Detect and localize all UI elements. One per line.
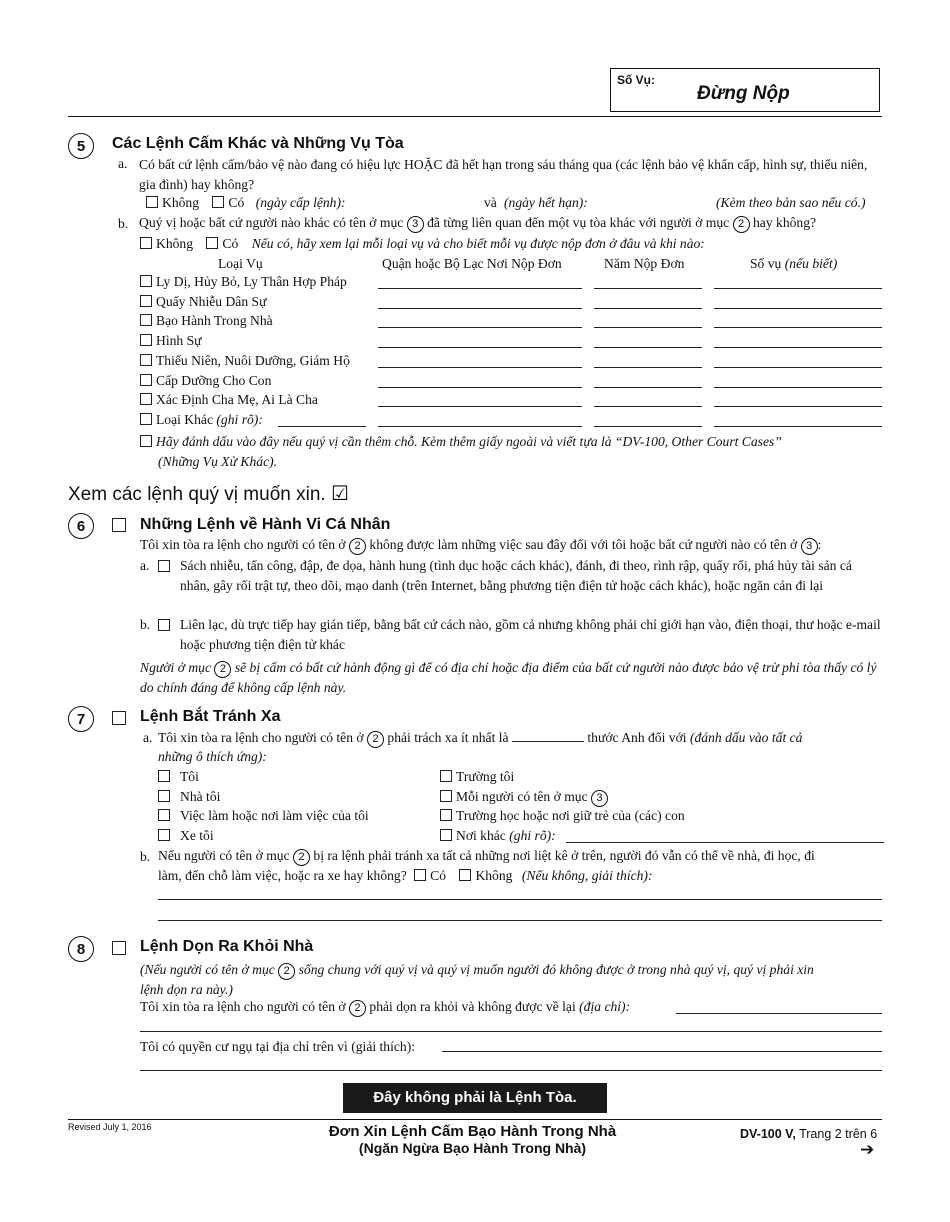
s7-b-answer: làm, đến chỗ làm việc, hoặc ra xe hay không? Có Không (Nếu không, giải thích):	[158, 868, 653, 883]
stay-away-yards-field[interactable]	[512, 729, 584, 742]
case-year-field[interactable]	[594, 387, 702, 388]
case-year-field[interactable]	[594, 347, 702, 348]
case-year-field[interactable]	[594, 308, 702, 309]
case-year-field[interactable]	[594, 367, 702, 368]
stay-away-label: Việc làm hoặc nơi làm việc của tôi	[180, 808, 369, 824]
case-type-label: Hình Sự	[156, 333, 202, 349]
s7-a-marker: a.	[143, 730, 153, 745]
case-number-field[interactable]	[714, 288, 882, 289]
s7-b-marker: b.	[140, 849, 151, 864]
section-5-title: Các Lệnh Cấm Khác và Những Vụ Tòa	[112, 135, 404, 152]
stay-away-option-work	[158, 808, 369, 824]
case-type-label: Cấp Dưỡng Cho Con	[156, 372, 272, 388]
ref-2: 2	[733, 216, 750, 233]
form-id-page: DV-100 V, Trang 2 trên 6	[740, 1127, 878, 1141]
s6-b-marker: b.	[140, 617, 151, 632]
stay-away-option-school: Trường tôi	[440, 769, 514, 785]
stay-away-other-field[interactable]	[566, 842, 884, 843]
section-6-number: 6	[68, 513, 94, 539]
s5-b-yes-checkbox[interactable]	[206, 237, 218, 249]
s5-b-note: Nếu có, hãy xem lại mỗi loại vụ và cho biết mỗi vụ được nộp đơn ở đâu và khi nào:	[251, 236, 705, 251]
s7-b-text: Nếu người có tên ở mục 2 bị ra lệnh phải tránh xa tất cả những nơi liệt kê ở trên, người đó vẫn có thể về nhà, đi học, đi	[158, 848, 815, 866]
s5-b-answer-row	[140, 236, 705, 252]
case-type-checkbox[interactable]	[140, 393, 152, 405]
stay-away-checkbox[interactable]	[158, 770, 170, 782]
s5-a-issued-label: (ngày cấp lệnh):	[255, 195, 346, 210]
s5-a-yes-checkbox[interactable]	[212, 196, 224, 208]
case-type-label: Ly Dị, Hủy Bỏ, Ly Thân Hợp Pháp	[156, 274, 347, 289]
next-page-arrow-icon[interactable]: ➔	[860, 1140, 875, 1160]
case-type-checkbox[interactable]	[140, 334, 152, 346]
section-6-checkbox[interactable]	[112, 518, 126, 532]
s6-b-text: Liên lạc, dù trực tiếp hay gián tiếp, bằng bất cứ cách nào, gồm cả nhưng không phải chỉ giới hạn vào, điện thoại, thư hoặc e-mail hoặc phương tiện điện tử khác	[180, 617, 881, 652]
header-rule	[68, 116, 882, 117]
move-out-address-field[interactable]	[676, 1013, 882, 1014]
s5-b-marker: b.	[118, 216, 129, 231]
case-type-label: Quấy Nhiễu Dân Sự	[156, 293, 267, 309]
s7-b-no-checkbox[interactable]	[459, 869, 471, 881]
case-year-field[interactable]	[594, 406, 702, 407]
stay-away-option-home	[158, 789, 220, 805]
stay-away-persons-checkbox[interactable]	[440, 790, 452, 802]
check-icon: ☑	[330, 481, 349, 505]
right-to-live-line-2[interactable]	[140, 1070, 882, 1071]
section-7-title: Lệnh Bắt Tránh Xa	[140, 708, 281, 725]
s5-b-question: Quý vị hoặc bất cứ người nào khác có tên ở mục 3 đã từng liên quan đến một vụ tòa khác với người ở mục 2 hay không?	[139, 215, 816, 233]
case-number-field[interactable]	[714, 327, 882, 328]
case-other-year-field[interactable]	[594, 426, 702, 427]
stay-away-option-persons: Mỗi người có tên ở mục 3	[440, 789, 608, 807]
s5-b-no-checkbox[interactable]	[140, 237, 152, 249]
case-county-field[interactable]	[378, 406, 582, 407]
s7-a-note-2: những ô thích ứng):	[158, 749, 267, 764]
stay-away-checkbox[interactable]	[158, 790, 170, 802]
section-6-title: Những Lệnh về Hành Vi Cá Nhân	[140, 516, 391, 533]
more-space-note: Hãy đánh dấu vào đây nếu quý vị cần thêm chỗ. Kèm thêm giấy ngoài và viết tựa là “DV-100, Other Court Cases” (Những Vụ Xử Khác).	[140, 432, 782, 472]
stay-away-school-checkbox[interactable]	[440, 770, 452, 782]
stay-away-label: Nhà tôi	[180, 788, 221, 804]
case-type-checkbox[interactable]	[140, 354, 152, 366]
s6-a-text: Sách nhiễu, tấn công, đập, đe dọa, hành hung (tình dục hoặc cách khác), đánh, đi theo, rình rập, quấy rối, phá hủy tài sản cá nhân, gây rối trật tự, theo dõi, mạo danh (trên Internet, bằng phương tiện điện tử hoặc cách khác), hoặc ngăn cản đi lại	[180, 558, 852, 593]
case-type-label: Thiếu Niên, Nuôi Dưỡng, Giám Hộ	[156, 352, 350, 368]
case-number-field[interactable]	[714, 308, 882, 309]
case-type-other-checkbox[interactable]	[140, 413, 152, 425]
case-type-label: Bạo Hành Trong Nhà	[156, 313, 273, 329]
s6-b-checkbox[interactable]	[158, 619, 170, 631]
stay-away-childcare-checkbox[interactable]	[440, 809, 452, 821]
s8-right-to-live: Tôi có quyền cư ngụ tại địa chỉ trên vì (giải thích):	[140, 1039, 416, 1054]
s6-intro: Tôi xin tòa ra lệnh cho người có tên ở 2 không được làm những việc sau đây đối với tôi hoặc bất cứ người nào có tên ở 3 :	[140, 537, 821, 555]
section-8-title: Lệnh Dọn Ra Khỏi Nhà	[140, 938, 314, 955]
ref-3: 3	[407, 216, 424, 233]
section-8-checkbox[interactable]	[112, 941, 126, 955]
s7-b-explain-line-2[interactable]	[158, 920, 882, 921]
section-7-checkbox[interactable]	[112, 711, 126, 725]
case-other-county-field[interactable]	[378, 426, 582, 427]
section-8-number: 8	[68, 936, 94, 962]
case-county-field[interactable]	[378, 327, 582, 328]
col-header-case: Số vụ (nếu biết)	[750, 256, 838, 271]
stay-away-checkbox[interactable]	[158, 809, 170, 821]
s5-a-no-checkbox[interactable]	[146, 196, 158, 208]
col-header-year: Năm Nộp Đơn	[604, 256, 685, 271]
case-number-box	[610, 68, 880, 112]
case-type-checkbox[interactable]	[140, 314, 152, 326]
s5-a-no-label: Không	[162, 195, 200, 210]
stay-away-checkbox[interactable]	[158, 829, 170, 841]
s6-a-checkbox[interactable]	[158, 560, 170, 572]
case-county-field[interactable]	[378, 367, 582, 368]
case-number-field[interactable]	[714, 367, 882, 368]
case-type-other-label: Loại Khác	[156, 412, 213, 427]
s5-a-and: và	[484, 195, 497, 210]
case-number-label: Số Vụ:	[617, 73, 655, 87]
revised-date: Revised July 1, 2016	[68, 1122, 152, 1132]
s7-b-explain-line-1[interactable]	[158, 899, 882, 900]
case-row-other	[140, 412, 263, 428]
stay-away-label: Xe tôi	[180, 828, 214, 844]
case-other-number-field[interactable]	[714, 426, 882, 427]
col-header-county: Quận hoặc Bộ Lạc Nơi Nộp Đơn	[382, 256, 562, 271]
s5-a-answer-row	[146, 195, 346, 211]
stay-away-other-checkbox[interactable]	[440, 829, 452, 841]
case-county-field[interactable]	[378, 288, 582, 289]
case-row	[140, 274, 347, 290]
s5-a-marker: a.	[118, 156, 128, 171]
footer-rule	[68, 1119, 882, 1120]
s5-b-yes-label: Có	[222, 236, 239, 251]
s5-a-yes-label: Có	[228, 195, 245, 210]
s7-b-yes-checkbox[interactable]	[414, 869, 426, 881]
right-to-live-field[interactable]	[442, 1051, 882, 1052]
s5-b-no-label: Không	[156, 236, 194, 251]
case-type-other-specify: (ghi rõ):	[216, 412, 263, 427]
case-county-field[interactable]	[378, 308, 582, 309]
case-row	[140, 373, 271, 389]
stay-away-option-childcare: Trường học hoặc nơi giữ trẻ của (các) con	[440, 808, 685, 824]
case-row	[140, 392, 318, 408]
case-row	[140, 353, 350, 369]
case-type-label: Xác Định Cha Mẹ, Ai Là Cha	[156, 392, 318, 408]
s5-a-question: Có bất cứ lệnh cấm/bảo vệ nào đang có hiệu lực HOẶC đã hết hạn trong sáu tháng qua (các lệnh bảo vệ khẩn cấp, hình sự, thiếu niên, gia đình) hay không?	[139, 157, 868, 192]
case-year-field[interactable]	[594, 327, 702, 328]
section-7-number: 7	[68, 706, 94, 732]
case-year-field[interactable]	[594, 288, 702, 289]
s5-a-expires-label: (ngày hết hạn):	[504, 195, 588, 210]
case-row	[140, 313, 273, 329]
stay-away-option-me	[158, 769, 199, 785]
case-type-checkbox[interactable]	[140, 275, 152, 287]
stay-away-option-car	[158, 828, 214, 844]
s8-note: (Nếu người có tên ở mục 2 sống chung với quý vị và quý vị muốn người đó không được ở trong nhà quý vị, quý vị phải xin lệnh dọn ra này.)	[140, 962, 814, 997]
case-other-specify-field[interactable]	[278, 426, 366, 427]
s6-note: Người ở mục 2 sẽ bị cấm có bất cứ hành động gì để có địa chỉ hoặc địa điểm của bất cứ người nào được bảo vệ trừ phi tòa thấy có lý do chính đáng để không cấp lệnh này.	[140, 660, 877, 695]
orders-heading: Xem các lệnh quý vị muốn xin. ☑	[68, 481, 349, 505]
case-type-checkbox[interactable]	[140, 374, 152, 386]
more-space-checkbox[interactable]	[140, 435, 152, 447]
stay-away-option-other: Nơi khác (ghi rõ):	[440, 828, 556, 844]
s8-request: Tôi xin tòa ra lệnh cho người có tên ở 2 phải dọn ra khỏi và không được về lại (địa chỉ):	[140, 999, 630, 1017]
case-number-value[interactable]: Đừng Nộp	[697, 83, 790, 104]
case-type-checkbox[interactable]	[140, 295, 152, 307]
s7-a-text: Tôi xin tòa ra lệnh cho người có tên ở 2 phải trách xa ít nhất là thước Anh đối với (đánh dấu vào tất cả	[158, 729, 802, 748]
s6-a-marker: a.	[140, 558, 150, 573]
case-county-field[interactable]	[378, 387, 582, 388]
case-number-field[interactable]	[714, 406, 882, 407]
case-row	[140, 294, 266, 310]
case-county-field[interactable]	[378, 347, 582, 348]
case-number-field[interactable]	[714, 387, 882, 388]
not-court-order-banner: Đây không phải là Lệnh Tòa.	[343, 1083, 607, 1113]
case-number-field[interactable]	[714, 347, 882, 348]
stay-away-label: Tôi	[180, 769, 199, 784]
form-title: Đơn Xin Lệnh Cấm Bạo Hành Trong Nhà (Ngăn Ngừa Bạo Hành Trong Nhà)	[328, 1123, 617, 1156]
section-5-number: 5	[68, 133, 94, 159]
col-header-type: Loại Vụ	[218, 256, 263, 271]
s5-a-attach-note: (Kèm theo bản sao nếu có.)	[716, 195, 866, 210]
case-row	[140, 333, 202, 349]
move-out-address-line-2[interactable]	[140, 1031, 882, 1032]
